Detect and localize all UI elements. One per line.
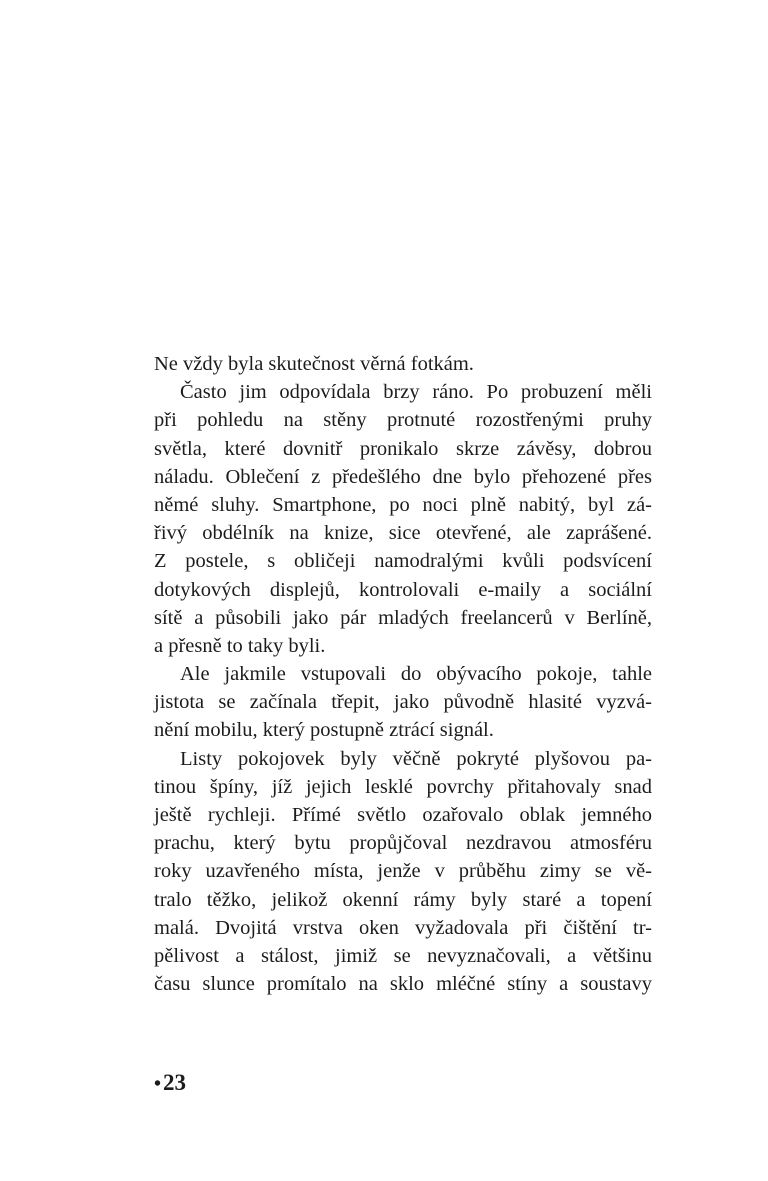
text-line: při pohledu na stěny protnuté rozostřenými pruhy bbox=[154, 409, 652, 432]
body-text bbox=[154, 350, 652, 998]
page-number bbox=[154, 1070, 186, 1096]
page-number-value: 23 bbox=[163, 1070, 187, 1095]
text-line: světla, které dovnitř pronikalo skrze závěsy, dobrou bbox=[154, 437, 652, 460]
text-line: pělivost a stálost, jimiž se nevyznačovali, a většinu bbox=[154, 944, 652, 967]
text-line: náladu. Oblečení z předešlého dne bylo přehozené přes bbox=[154, 465, 652, 488]
text-line: a přesně to taky byli. bbox=[154, 634, 326, 657]
text-line: dotykových displejů, kontrolovali e-maily a sociální bbox=[154, 578, 652, 601]
text-line: jistota se začínala třepit, jako původně hlasité vyzvá- bbox=[154, 691, 652, 714]
text-line: němé sluhy. Smartphone, po noci plně nabitý, byl zá- bbox=[154, 493, 652, 516]
text-line: nění mobilu, který postupně ztrácí signál. bbox=[154, 719, 494, 742]
text-line: Ne vždy byla skutečnost věrná fotkám. bbox=[154, 353, 474, 375]
text-line: ještě rychleji. Přímé světlo ozařovalo oblak jemného bbox=[154, 804, 652, 826]
text-line: Z postele, s obličeji namodralými kvůli podsvícení bbox=[154, 550, 652, 573]
text-line: řivý obdélník na knize, sice otevřené, ale zaprášené. bbox=[154, 522, 652, 545]
text-line: sítě a působili jako pár mladých freelancerů v Berlíně, bbox=[154, 606, 652, 629]
bullet-icon: • bbox=[154, 1073, 162, 1095]
text-line: prachu, který bytu propůjčoval nezdravou atmosféru bbox=[154, 832, 652, 855]
text-line: roky uzavřeného místa, jenže v průběhu zimy se vě- bbox=[154, 860, 652, 883]
text-line: Často jim odpovídala brzy ráno. Po probuzení měli bbox=[180, 381, 652, 404]
text-line: malá. Dvojitá vrstva oken vyžadovala při čištění tr- bbox=[154, 916, 652, 939]
text-line: tralo těžko, jelikož okenní rámy byly staré a topení bbox=[154, 888, 652, 911]
text-line: Ale jakmile vstupovali do obývacího pokoje, tahle bbox=[180, 663, 652, 686]
text-line: času slunce promítalo na sklo mléčné stíny a soustavy bbox=[154, 973, 652, 996]
text-line: tinou špíny, jíž jejich lesklé povrchy přitahovaly snad bbox=[154, 775, 652, 798]
text-line: Listy pokojovek byly věčně pokryté plyšovou pa- bbox=[180, 747, 652, 770]
